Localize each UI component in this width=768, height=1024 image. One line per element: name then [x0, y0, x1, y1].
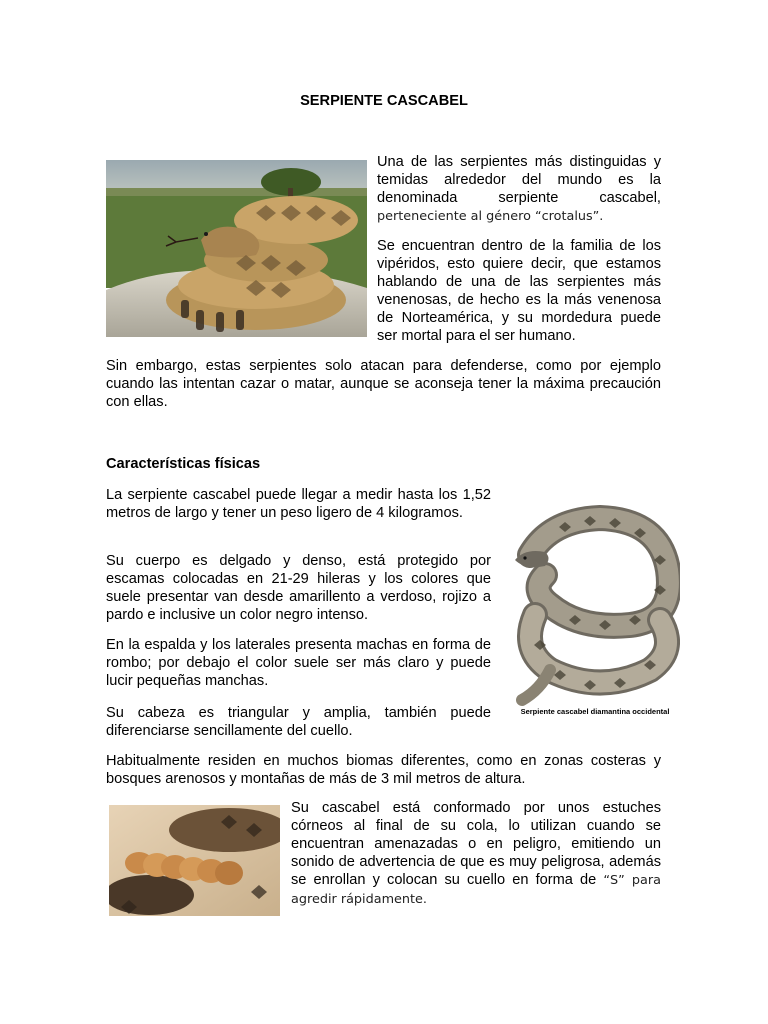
habitat-paragraph: Habitualmente residen en muchos biomas diferentes, como en zonas costeras y bosques arenosos y montañas de más de 3 mil metros de altura.	[106, 753, 661, 787]
rattlesnake-photo	[106, 160, 367, 337]
paragraph-defense: Sin embargo, estas serpientes solo atacan para defenderse, como por ejemplo cuando las intentan cazar o matar, aunque se aconseja tener la máxima precaución con ellas.	[106, 358, 661, 410]
rattle-paragraph	[291, 799, 661, 909]
rattle-closeup-photo	[109, 805, 280, 916]
intro-paragraph-1-main: Una de las serpientes más distinguidas y temidas alrededor del mundo es la denominada serpiente cascabel,	[377, 154, 661, 206]
physical-paragraph-4: Su cabeza es triangular y amplia, también puede diferenciarse sencillamente del cuello.	[106, 705, 491, 739]
physical-paragraph-3: En la espalda y los laterales presenta machas en forma de rombo; por debajo el color suele ser más claro y puede lucir pequeñas manchas.	[106, 637, 491, 689]
section-heading: Características físicas	[106, 456, 261, 472]
physical-paragraph-2: Su cuerpo es delgado y denso, está protegido por escamas colocadas en 21-29 hileras y los colores que suele presentar van desde amarillento a verdoso, rojizo a pardo e inclusive un color negro intenso.	[106, 553, 491, 623]
illustration-caption: Serpiente cascabel diamantina occidental	[520, 707, 670, 716]
physical-paragraph-1: La serpiente cascabel puede llegar a medir hasta los 1,52 metros de largo y tener un peso ligero de 4 kilogramos.	[106, 487, 491, 521]
intro-paragraph-1	[377, 153, 661, 226]
intro-paragraph-1-tail: perteneciente al género “crotalus”.	[377, 209, 604, 224]
intro-paragraph-2: Se encuentran dentro de la familia de los vipéridos, esto quiere decir, que estamos hablando de una de las serpientes más venenosas, de hecho es la más venenosa de Norteamérica, y su mordedura puede ser mortal para el ser humano.	[377, 238, 661, 344]
page-title: SERPIENTE CASCABEL	[300, 93, 468, 109]
rattle-paragraph-tail: “S” para agredir rápidamente.	[291, 873, 661, 907]
rattle-paragraph-main: Su cascabel está conformado por unos estuches córneos al final de su cola, lo utilizan cuando se encuentran amenazadas o en peligro, emitiendo un sonido de advertencia de que es muy peligrosa, además se enrollan y colocan su cuello en forma de	[291, 800, 661, 888]
snake-illustration	[510, 500, 680, 710]
